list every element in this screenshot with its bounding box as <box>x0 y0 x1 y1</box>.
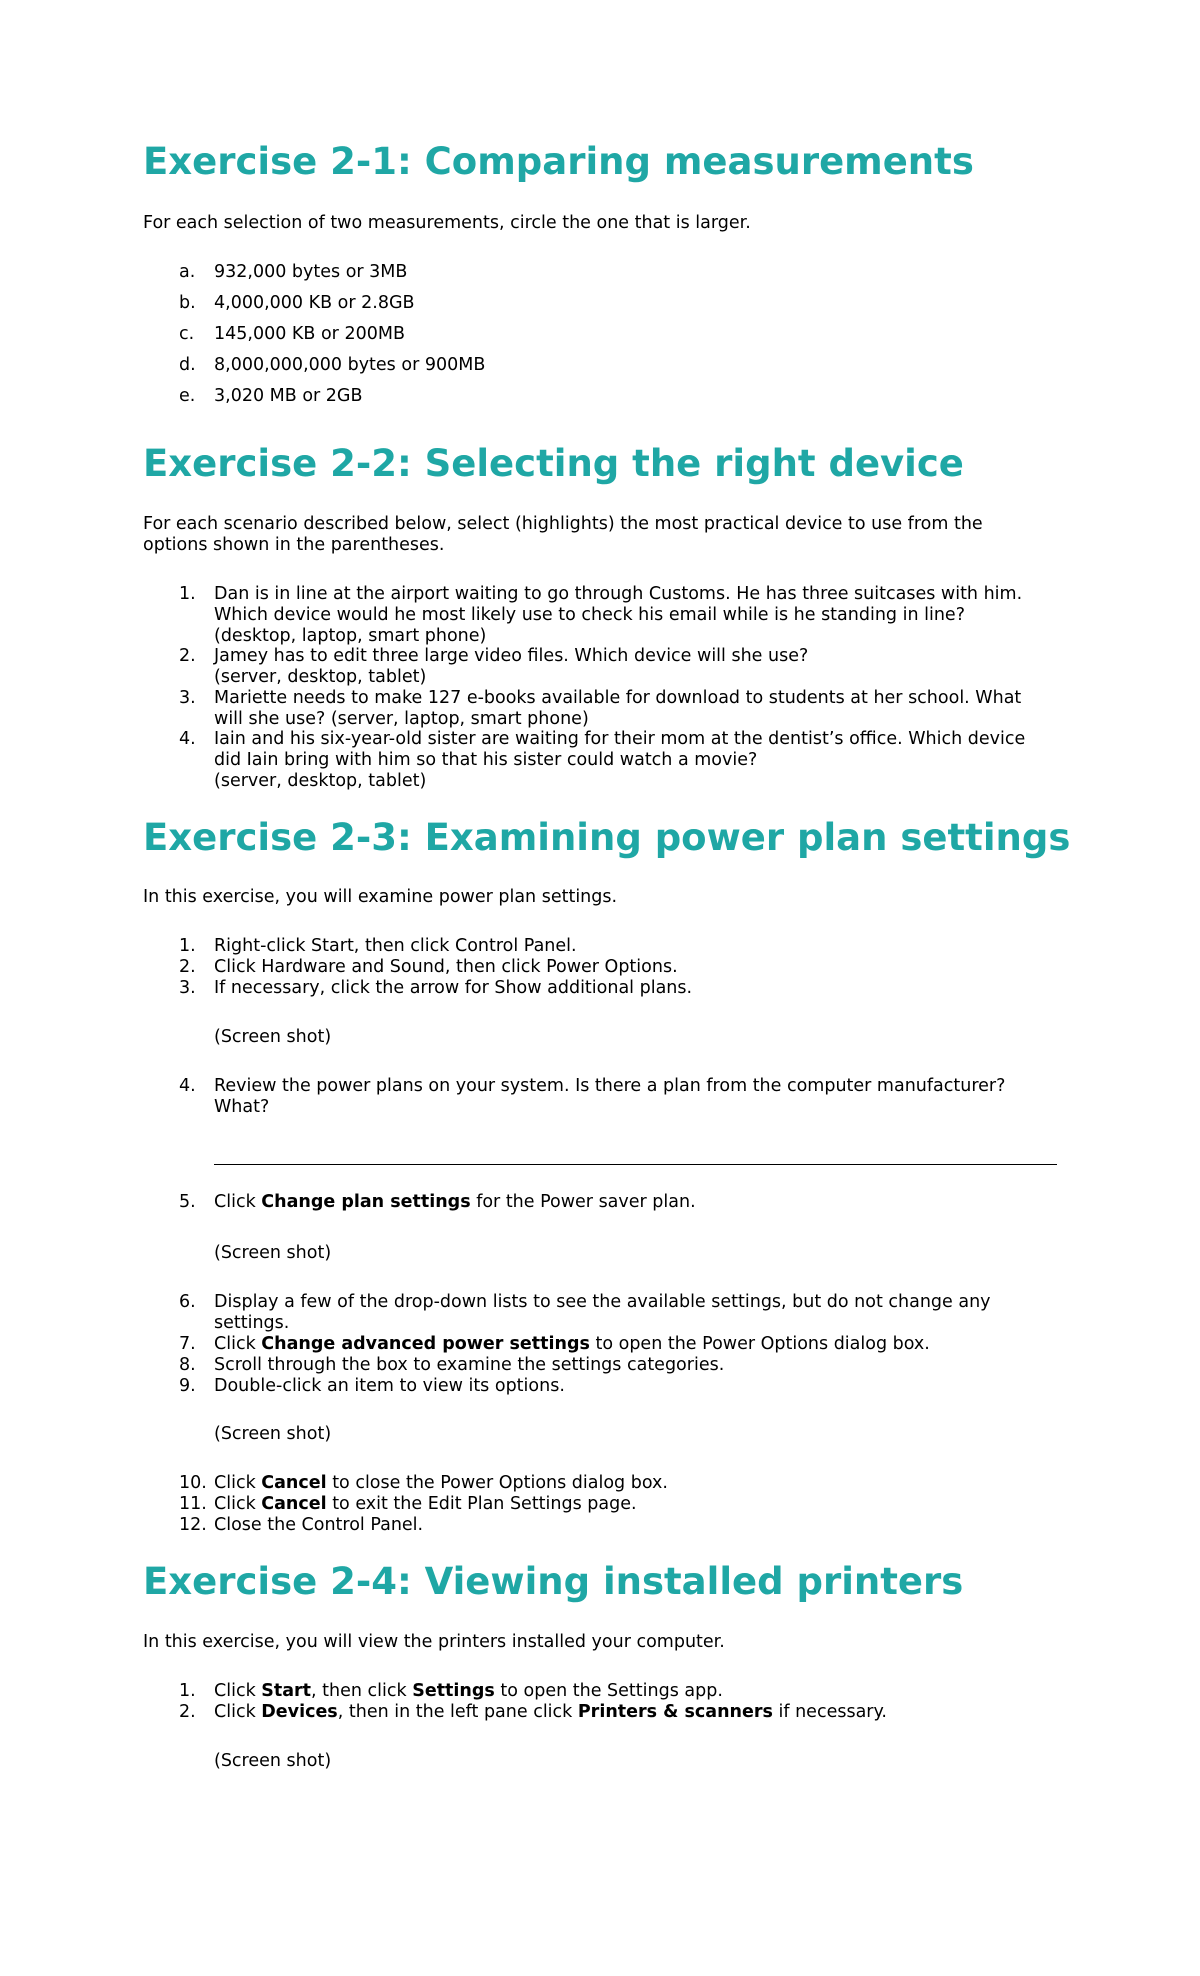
list-item-text: 8,000,000,000 bytes or 900MB <box>214 355 486 375</box>
list-item-text: 145,000 KB or 200MB <box>214 324 405 344</box>
list-item-text: Jamey has to edit three large video files. Which device will she use? <box>214 646 809 666</box>
step-number: 6. <box>179 1292 196 1312</box>
answer-line <box>214 1164 1057 1165</box>
step-text: Close the Control Panel. <box>214 1515 424 1535</box>
step-text: Click Start, then click Settings to open the Settings app. <box>214 1681 723 1701</box>
step-number: 12. <box>179 1515 207 1535</box>
list-marker: b. <box>179 293 196 313</box>
list-item-continuation: (server, desktop, tablet) <box>214 771 427 791</box>
list-item-text: Dan is in line at the airport waiting to go through Customs. He has three suitcases with him. <box>214 584 1023 604</box>
ui-term: Cancel <box>261 1473 327 1493</box>
list-item-continuation: (server, desktop, tablet) <box>214 667 427 687</box>
list-item-continuation: will she use? (server, laptop, smart phone) <box>214 709 589 729</box>
list-item-text: 3,020 MB or 2GB <box>214 386 363 406</box>
step-number: 8. <box>179 1355 196 1375</box>
exercise-2-1-heading: Exercise 2-1: Comparing measurements <box>143 140 974 183</box>
step-text: Click Hardware and Sound, then click Power Options. <box>214 957 678 977</box>
screenshot-placeholder: (Screen shot) <box>214 1751 332 1771</box>
step-text: Right-click Start, then click Control Panel. <box>214 936 577 956</box>
step-text: Display a few of the drop-down lists to see the available settings, but do not change any <box>214 1292 991 1312</box>
list-marker: d. <box>179 355 196 375</box>
list-item-text: Iain and his six-year-old sister are waiting for their mom at the dentist’s office. Which device <box>214 729 1026 749</box>
ui-term: Devices <box>261 1702 338 1722</box>
step-number: 11. <box>179 1494 207 1514</box>
step-number: 3. <box>179 978 196 998</box>
ui-term: Cancel <box>261 1494 327 1514</box>
ui-term: Printers & scanners <box>577 1702 773 1722</box>
step-text: Click Cancel to close the Power Options dialog box. <box>214 1473 668 1493</box>
step-continuation: settings. <box>214 1313 290 1333</box>
step-text: Click Devices, then in the left pane click Printers & scanners if necessary. <box>214 1702 887 1722</box>
step-text: Click Change plan settings for the Power saver plan. <box>214 1192 696 1212</box>
list-item-continuation: (desktop, laptop, smart phone) <box>214 626 487 646</box>
exercise-2-1-intro: For each selection of two measurements, circle the one that is larger. <box>143 213 751 233</box>
exercise-2-2-heading: Exercise 2-2: Selecting the right device <box>143 442 964 485</box>
step-number: 5. <box>179 1192 196 1212</box>
step-text: Click Change advanced power settings to open the Power Options dialog box. <box>214 1334 930 1354</box>
exercise-2-4-intro: In this exercise, you will view the printers installed your computer. <box>143 1632 725 1652</box>
list-marker: e. <box>179 386 196 406</box>
ui-term: Start <box>261 1681 312 1701</box>
exercise-2-2-intro-line-2: options shown in the parentheses. <box>143 535 445 555</box>
screenshot-placeholder: (Screen shot) <box>214 1027 332 1047</box>
exercise-2-3-heading: Exercise 2-3: Examining power plan settings <box>143 816 1071 859</box>
exercise-2-3-intro: In this exercise, you will examine power plan settings. <box>143 887 618 907</box>
screenshot-placeholder: (Screen shot) <box>214 1243 332 1263</box>
list-item-text: Mariette needs to make 127 e-books available for download to students at her school. What <box>214 688 1022 708</box>
step-text: Click Cancel to exit the Edit Plan Settings page. <box>214 1494 637 1514</box>
step-number: 1. <box>179 1681 196 1701</box>
list-marker: c. <box>179 324 195 344</box>
screenshot-placeholder: (Screen shot) <box>214 1424 332 1444</box>
list-marker: 1. <box>179 584 196 604</box>
step-continuation: What? <box>214 1097 270 1117</box>
list-marker: a. <box>179 262 196 282</box>
step-number: 10. <box>179 1473 207 1493</box>
list-item-text: 932,000 bytes or 3MB <box>214 262 408 282</box>
exercise-2-2-intro-line-1: For each scenario described below, select (highlights) the most practical device to use from the <box>143 514 983 534</box>
ui-term: Settings <box>412 1681 495 1701</box>
list-item-text: 4,000,000 KB or 2.8GB <box>214 293 415 313</box>
exercise-2-4-heading: Exercise 2-4: Viewing installed printers <box>143 1560 964 1603</box>
step-number: 4. <box>179 1076 196 1096</box>
list-item-continuation: did Iain bring with him so that his sister could watch a movie? <box>214 750 758 770</box>
list-marker: 4. <box>179 729 196 749</box>
list-marker: 3. <box>179 688 196 708</box>
list-marker: 2. <box>179 646 196 666</box>
list-item-continuation: Which device would he most likely use to check his email while is he standing in line? <box>214 605 965 625</box>
step-text: Double-click an item to view its options. <box>214 1376 565 1396</box>
step-text: If necessary, click the arrow for Show additional plans. <box>214 978 693 998</box>
step-text: Scroll through the box to examine the settings categories. <box>214 1355 725 1375</box>
step-number: 2. <box>179 957 196 977</box>
step-text: Review the power plans on your system. Is there a plan from the computer manufacturer? <box>214 1076 1006 1096</box>
step-number: 2. <box>179 1702 196 1722</box>
ui-term: Change plan settings <box>261 1192 471 1212</box>
step-number: 7. <box>179 1334 196 1354</box>
step-number: 9. <box>179 1376 196 1396</box>
step-number: 1. <box>179 936 196 956</box>
ui-term: Change advanced power settings <box>261 1334 590 1354</box>
